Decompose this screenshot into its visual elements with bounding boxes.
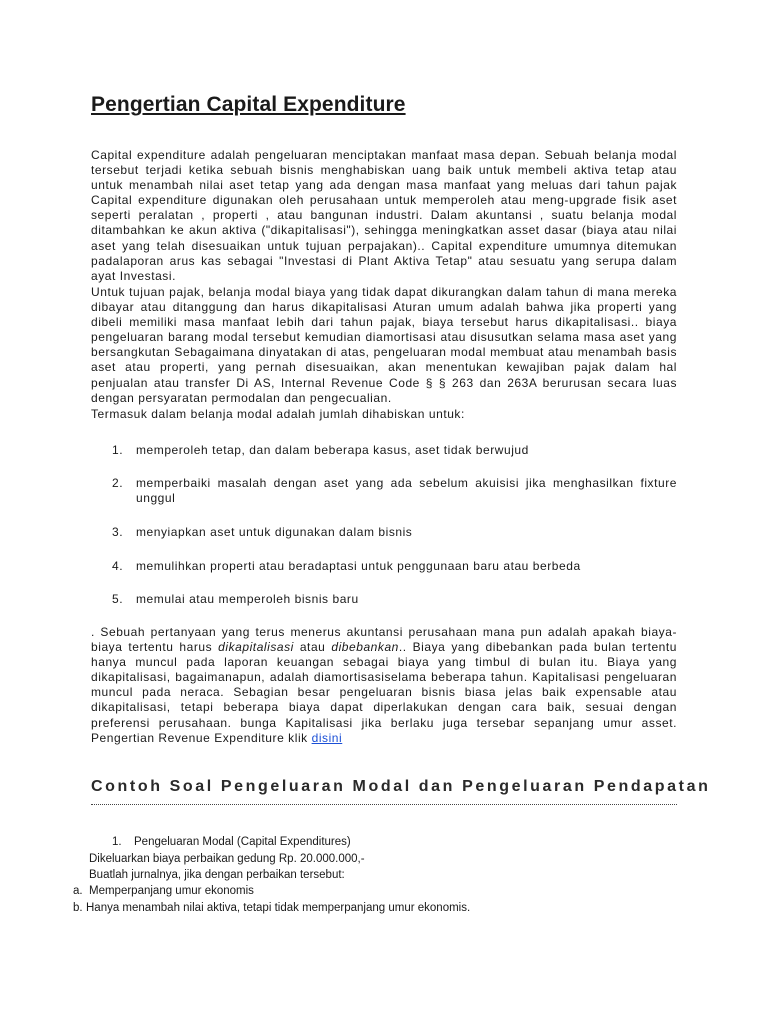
list-number: 1. <box>112 443 124 457</box>
dotted-divider <box>91 804 677 805</box>
example-line: Dikeluarkan biaya perbaikan gedung Rp. 20.000.000,- <box>89 853 365 865</box>
option-label: b. <box>73 902 83 914</box>
paragraph-definition: Capital expenditure adalah pengeluaran menciptakan manfaat masa depan. Sebuah belanja modal tersebut terjadi ketika sebuah bisnis menghabiskan uang baik untuk membeli aktiva tetap atau untuk menambah nilai aset tetap yang ada dengan masa manfaat yang meluas dari tahun pajak Capital expenditure digunakan oleh perusahaan untuk memperoleh atau meng-upgrade fisik aset seperti peralatan , properti , atau bangunan industri. Dalam akuntansi , suatu belanja modal ditambahkan ke akun aktiva ("dikapitalisasi"), sehingga meningkatkan asset dasar (biaya atau nilai aset yang telah disesuaikan untuk tujuan perpajakan).. Capital expenditure umumnya ditemukan padalaporan arus kas sebagai "Investasi di Plant Aktiva Tetap" atau sesuatu yang serupa dalam ayat Investasi. <box>91 148 677 283</box>
paragraph-includes: Termasuk dalam belanja modal adalah jumlah dihabiskan untuk: <box>91 407 465 421</box>
paragraph-tax: Untuk tujuan pajak, belanja modal biaya yang tidak dapat dikurangkan dalam tahun di mana mereka dibayar atau ditanggung dan harus dikapitalisasi Aturan umum adalah bahwa jika properti yang dibeli memiliki masa manfaat lebih dari tahun pajak, biaya tersebut harus dikapitalisasi.. biaya pengeluaran barang modal tersebut kemudian diamortisasi atau disusutkan selama masa aset yang bersangkutan Sebagaimana dinyatakan di atas, pengeluaran modal membuat atau menambah basis aset atau properti, yang pernah disesuaikan, akan menentukan kewajiban pajak dalam hal penjualan atau transfer Di AS, Internal Revenue Code § § 263 dan 263A berurusan secara luas dengan persyaratan permodalan dan pengecualian. <box>91 285 677 405</box>
paragraph-capitalize <box>91 625 677 746</box>
revenue-expenditure-link[interactable]: disini <box>311 730 343 745</box>
example-line: Buatlah jurnalnya, jika dengan perbaikan tersebut: <box>89 869 345 881</box>
list-number: 4. <box>112 559 124 573</box>
page-title: Pengertian Capital Expenditure <box>91 93 406 116</box>
text-part: atau <box>293 640 332 655</box>
italic-term: dibebankan <box>331 640 399 655</box>
example-item-title: Pengeluaran Modal (Capital Expenditures) <box>134 836 351 848</box>
section-heading: Contoh Soal Pengeluaran Modal dan Pengeluaran Pendapatan <box>91 778 711 795</box>
list-text: memperoleh tetap, dan dalam beberapa kasus, aset tidak berwujud <box>136 443 529 457</box>
text-part: . Sebuah pertanyaan yang terus menerus akuntansi perusahaan mana pun adalah apakah biaya-biaya tertentu harus <box>91 625 677 655</box>
list-text: memulihkan properti atau beradaptasi untuk penggunaan baru atau berbeda <box>136 559 581 573</box>
list-number: 3. <box>112 525 124 539</box>
example-item-number: 1. <box>112 836 122 848</box>
list-number: 2. <box>112 476 124 490</box>
list-text: memperbaiki masalah dengan aset yang ada sebelum akuisisi jika menghasilkan fixture unggul <box>136 476 677 506</box>
italic-term: dikapitalisasi <box>218 640 294 655</box>
text-part: .. Biaya yang dibebankan pada bulan tertentu hanya muncul pada laporan keuangan sebagai biaya yang timbul di bulan itu. Biaya yang dikapitalisasi, bagaimanapun, adalah diamortisasiselama beberapa tahun. Kapitalisasi pengeluaran muncul pada neraca. Sebagian besar pengeluaran bisnis biasa jelas baik expensable atau dikapitalisasi, tetapi beberapa biaya dapat diperlakukan dengan cara baik, sesuai dengan preferensi perusahaan. bunga Kapitalisasi jika berlaku juga tersebar sepanjang umur asset. Pengertian Revenue Expenditure klik <box>91 640 678 745</box>
list-text: menyiapkan aset untuk digunakan dalam bisnis <box>136 525 413 539</box>
list-number: 5. <box>112 592 124 606</box>
option-text: Hanya menambah nilai aktiva, tetapi tidak memperpanjang umur ekonomis. <box>86 902 471 914</box>
option-label: a. <box>73 885 83 897</box>
option-text: Memperpanjang umur ekonomis <box>89 885 254 897</box>
list-text: memulai atau memperoleh bisnis baru <box>136 592 359 606</box>
